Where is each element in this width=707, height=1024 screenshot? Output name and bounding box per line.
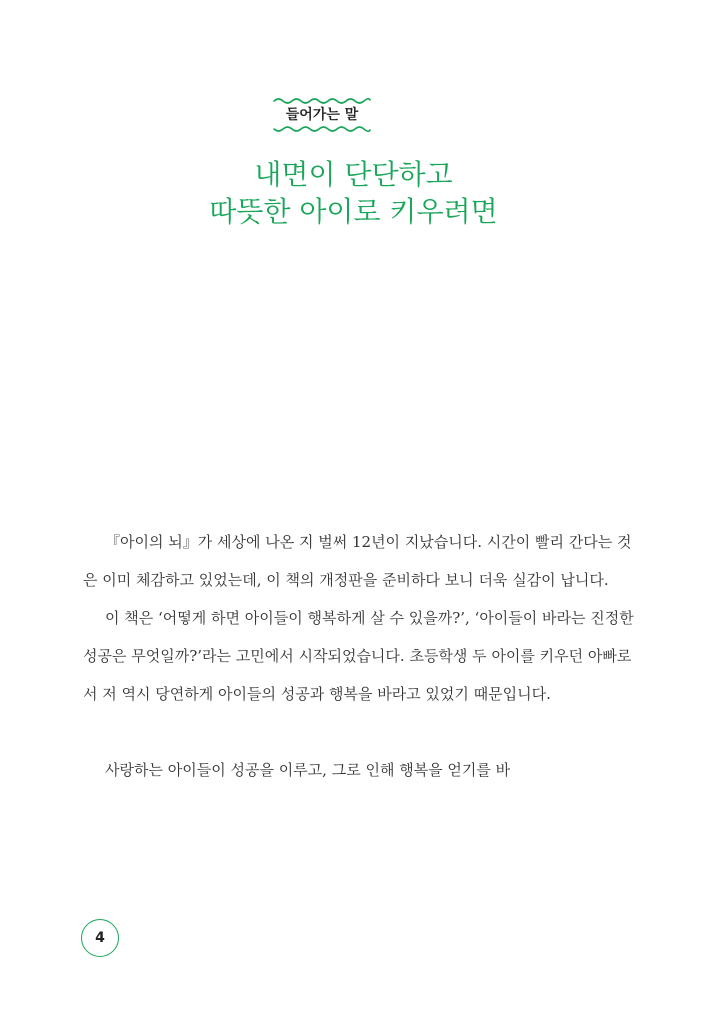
page-number: 4 (81, 919, 119, 957)
title-line-2: 따뜻한 아이로 키우려면 (209, 195, 498, 228)
section-label: 들어가는 말 (285, 107, 359, 123)
paragraph: 이 책은 ‘어떻게 하면 아이들이 행복하게 살 수 있을까?’, ‘아이들이 바라는 진정한 성공은 무엇일까?’라는 고민에서 시작되었습니다. 초등학생 두 아이를 키우던 아빠로서 저 역시 당연하게 아이들의 성공과 행복을 바라고 있었기 때문입니다. (83, 609, 634, 703)
wave-decoration-top (272, 96, 372, 104)
paragraph: 『아이의 뇌』가 세상에 나온 지 벌써 12년이 지났습니다. 시간이 빨리 간다는 것은 이미 체감하고 있었는데, 이 책의 개정판을 준비하다 보니 더욱 실감이 납니다. (83, 533, 632, 589)
paragraph: 사랑하는 아이들이 성공을 이루고, 그로 인해 행복을 얻기를 바 (105, 761, 511, 779)
wave-decoration-bottom (272, 126, 372, 134)
body-text (83, 523, 643, 789)
section-badge (272, 96, 372, 136)
chapter-title (0, 156, 707, 230)
title-line-1: 내면이 단단하고 (254, 158, 453, 191)
